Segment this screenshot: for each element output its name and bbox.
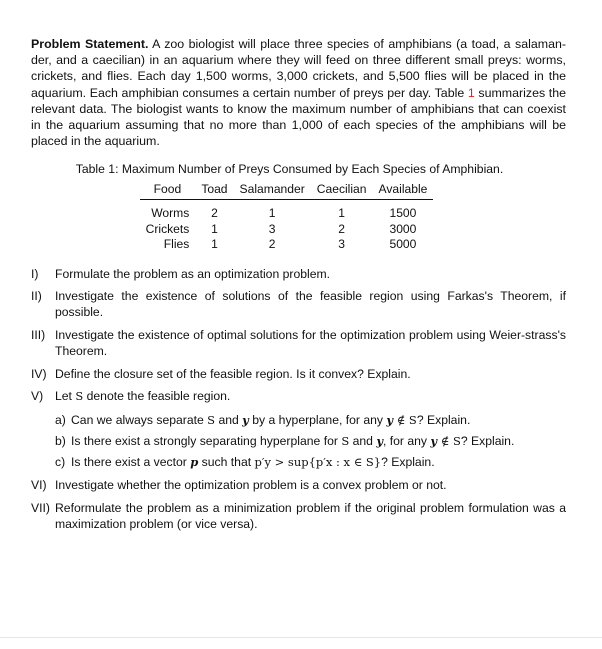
- question-5c: [55, 454, 566, 470]
- text-fragment: , for any: [383, 434, 431, 449]
- question-text: [71, 454, 566, 470]
- problem-text-1: A zoo biologist will place three species of amphibians (a toad, a salaman-der, and a caecilian) in an aquarium where they will feed on three different small preys: worms, crickets, and flies. Each day 1,500 worms, 3,000 crickets, and 5,500 flies will be placed in the aquarium. Each amphibian consumes a certain number of preys per day. Table: [31, 37, 566, 100]
- vector-symbol: y: [386, 413, 394, 428]
- vector-symbol: y: [242, 413, 249, 428]
- cell-salamander: 2: [268, 237, 276, 252]
- question-text: Formulate the problem as an optimization problem.: [55, 266, 331, 281]
- question-7: [31, 501, 566, 533]
- question-number: b): [55, 434, 66, 449]
- text-fragment: and: [215, 413, 243, 428]
- table-caption: Table 1: Maximum Number of Preys Consumed by Each Species of Amphibian.: [75, 162, 504, 177]
- header-food: Food: [153, 182, 182, 197]
- cell-food: Crickets: [145, 221, 190, 236]
- cell-available: 3000: [389, 221, 417, 236]
- question-text: Define the closure set of the feasible region. Is it convex? Explain.: [55, 366, 411, 381]
- cell-food: Flies: [163, 237, 190, 252]
- question-5a: [55, 412, 566, 428]
- problem-heading: Problem Statement.: [31, 37, 149, 51]
- text-fragment: by a hyperplane, for any: [248, 413, 387, 428]
- header-salamander: Salamander: [239, 182, 305, 197]
- cell-salamander: 3: [268, 221, 276, 236]
- table-row: [140, 200, 434, 222]
- cell-caecilian: 2: [338, 221, 345, 236]
- table-row: [140, 237, 434, 252]
- question-number: IV): [31, 366, 47, 381]
- question-text: [55, 389, 566, 405]
- question-number: a): [55, 413, 66, 428]
- text-fragment: Is there exist a strongly separating hyperplane for: [71, 434, 342, 449]
- header-caecilian: Caecilian: [316, 182, 367, 197]
- question-6: [31, 478, 566, 494]
- page-divider: [0, 637, 602, 638]
- question-2: [31, 289, 566, 321]
- question-1: [31, 267, 566, 283]
- text-fragment: ? Explain.: [381, 455, 435, 470]
- question-number: I): [31, 266, 39, 281]
- table-header-row: [140, 180, 434, 200]
- notin-symbol: ∉: [393, 413, 409, 428]
- cell-available: 1500: [389, 206, 417, 221]
- table-row: [140, 222, 434, 237]
- cell-caecilian: 1: [338, 206, 345, 221]
- notin-symbol: ∉: [437, 434, 453, 449]
- question-text: [71, 412, 566, 428]
- header-toad: Toad: [201, 182, 228, 197]
- text-fragment: Can we always separate: [71, 413, 208, 428]
- set-symbol: S: [408, 413, 417, 428]
- question-number: VII): [31, 501, 50, 516]
- problem-text-2: summarizes the relevant data. The biologist wants to know the maximum number of amphibians that can coexist in the aquarium assuming that no more than 1,000 of each species of the amphibians will be placed in the aquarium.: [31, 85, 566, 149]
- cell-food: Worms: [151, 206, 190, 221]
- question-5b: [55, 433, 566, 449]
- question-number: II): [31, 289, 42, 304]
- text-fragment: ? Explain.: [460, 434, 515, 449]
- question-list: [31, 267, 566, 533]
- text-fragment: denote the feasible region.: [83, 389, 231, 404]
- cell-salamander: 1: [268, 206, 276, 221]
- text-fragment: Let: [55, 389, 76, 404]
- sup-expression: p′y > sup{p′x : x ∈ S}: [254, 455, 382, 470]
- question-number: III): [31, 328, 46, 343]
- set-symbol: S: [207, 413, 216, 428]
- text-fragment: and: [349, 434, 377, 449]
- cell-toad: 1: [211, 237, 218, 252]
- cell-available: 5000: [389, 237, 417, 252]
- question-text: Reformulate the problem as a minimization problem if the original problem formulation was a maximization problem (or vice versa).: [55, 501, 566, 531]
- cell-toad: 1: [211, 221, 218, 236]
- cell-toad: 2: [211, 206, 218, 221]
- question-text: Investigate the existence of solutions of the feasible region using Farkas's Theorem, if possible.: [55, 289, 566, 320]
- cell-caecilian: 3: [338, 237, 345, 252]
- question-text: Investigate whether the optimization problem is a convex problem or not.: [55, 478, 447, 493]
- table-reference-link[interactable]: 1: [467, 85, 475, 100]
- question-number: c): [55, 455, 66, 470]
- question-3: [31, 328, 566, 360]
- problem-statement: [31, 36, 566, 149]
- question-text: [71, 433, 566, 449]
- set-symbol: S: [452, 434, 461, 449]
- set-symbol: S: [341, 434, 350, 449]
- document-page: [31, 36, 566, 540]
- header-available: Available: [378, 182, 428, 197]
- text-fragment: such that: [198, 455, 255, 470]
- question-number: VI): [31, 478, 47, 493]
- text-fragment: ? Explain.: [416, 413, 471, 428]
- question-4: [31, 367, 566, 383]
- question-text: Investigate the existence of optimal solutions for the optimization problem using Weier-strass's Theorem.: [55, 328, 566, 358]
- question-5: [31, 389, 566, 405]
- set-symbol: S: [75, 389, 84, 404]
- vector-symbol: p: [190, 455, 199, 470]
- text-fragment: Is there exist a vector: [71, 455, 191, 470]
- prey-table: [140, 180, 434, 252]
- question-number: V): [31, 389, 44, 404]
- vector-symbol: y: [430, 434, 438, 449]
- vector-symbol: y: [376, 434, 383, 449]
